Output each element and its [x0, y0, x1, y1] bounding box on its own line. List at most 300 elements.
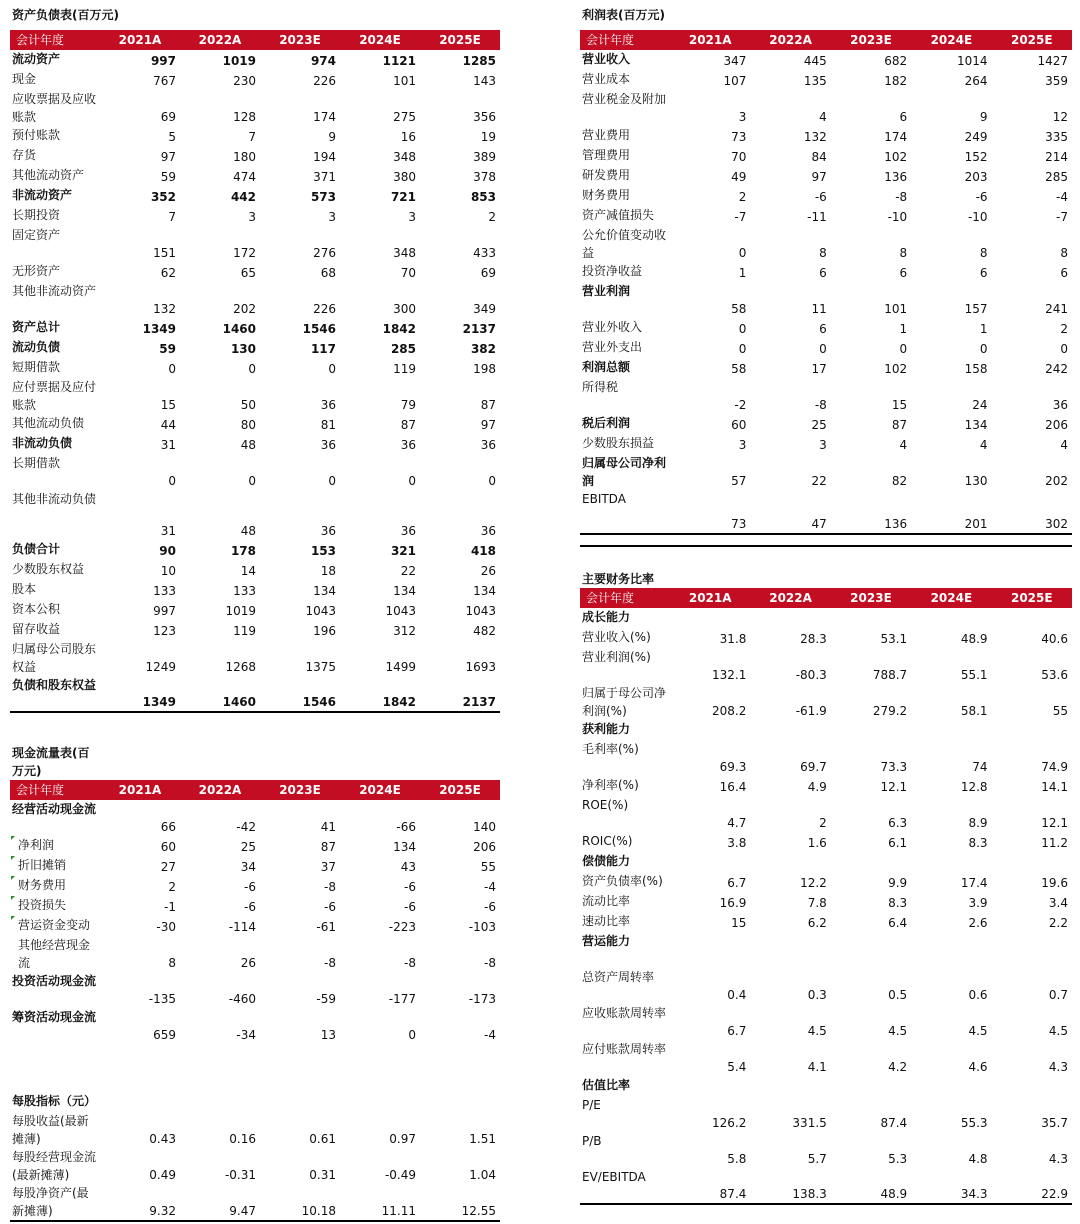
row-label — [580, 414, 670, 434]
value-cell: -66 — [396, 820, 416, 834]
row-label-text: 负债合计 — [12, 542, 61, 556]
value-cell: -2 — [734, 398, 747, 412]
value-cell: 0 — [738, 322, 747, 336]
value-cell: 66 — [160, 820, 176, 834]
value-cell: 182 — [884, 74, 908, 88]
value-cell: 36 — [320, 438, 336, 452]
value-cell: 36 — [320, 524, 336, 538]
table-row — [10, 876, 500, 896]
value-cell: 26 — [240, 956, 256, 970]
row-label — [580, 166, 670, 186]
table-row — [10, 1148, 500, 1184]
value-cell: 55.3 — [960, 1116, 988, 1130]
row-label-text: 营业外支出 — [582, 340, 643, 354]
value-cell: 80 — [240, 418, 256, 432]
value-cell: 0 — [738, 342, 747, 356]
value-cell: 44 — [160, 418, 176, 432]
value-cell: 382 — [470, 342, 496, 356]
value-cell: 97 — [811, 170, 827, 184]
row-label — [580, 318, 670, 338]
value-cell: 22 — [811, 474, 827, 488]
value-cell: -135 — [148, 992, 176, 1006]
value-cell: 133 — [153, 584, 176, 598]
value-cell: 17.4 — [960, 876, 988, 890]
ratios-title: 主要财务比率 — [582, 572, 655, 586]
row-label — [10, 146, 100, 166]
table-row — [10, 414, 500, 434]
value-cell: 57 — [731, 474, 747, 488]
value-cell: 214 — [1045, 150, 1068, 164]
value-cell: 17 — [811, 362, 827, 376]
table-row — [10, 454, 500, 490]
row-label — [580, 1132, 670, 1168]
row-label-text: 应付票据及应付账款 — [12, 380, 97, 412]
value-cell — [911, 720, 991, 740]
value-cell: 997 — [150, 54, 176, 68]
row-label — [10, 226, 100, 262]
value-cell: 4.7 — [727, 816, 747, 830]
value-cell: 48 — [240, 438, 256, 452]
value-cell: 97 — [160, 150, 176, 164]
table-row — [10, 1184, 500, 1221]
row-label — [10, 414, 100, 434]
table-row — [580, 932, 1072, 968]
header-year-cell: 2024E — [340, 30, 420, 50]
value-cell: 380 — [393, 170, 416, 184]
value-cell: 0 — [408, 1028, 416, 1042]
row-label — [580, 872, 670, 892]
table-row — [10, 282, 500, 318]
value-cell: -173 — [468, 992, 496, 1006]
value-cell: 442 — [230, 190, 256, 204]
value-cell: 359 — [1045, 74, 1068, 88]
value-cell: 130 — [964, 474, 988, 488]
value-cell: 73 — [670, 490, 750, 534]
table-row — [580, 146, 1072, 166]
table-row — [580, 126, 1072, 146]
header-year-cell: 2023E — [260, 780, 340, 800]
value-cell: 27 — [160, 860, 176, 874]
value-cell: -460 — [228, 992, 256, 1006]
row-label — [10, 50, 100, 70]
value-cell: 1842 — [340, 676, 420, 712]
value-cell: 50 — [240, 398, 256, 412]
value-cell: -223 — [388, 920, 416, 934]
row-label — [580, 628, 670, 648]
row-label-text: 应收账款周转率 — [582, 1006, 667, 1020]
value-cell: 11.11 — [340, 1184, 420, 1221]
value-cell: 6 — [899, 266, 908, 280]
value-cell: 16 — [400, 130, 416, 144]
row-label-text: 长期投资 — [12, 208, 61, 222]
value-cell: 3.4 — [1048, 896, 1068, 910]
value-cell: 0 — [168, 362, 176, 376]
value-cell: 1285 — [462, 54, 496, 68]
value-cell: -6 — [324, 900, 336, 914]
table-row — [580, 628, 1072, 648]
table-row — [10, 146, 500, 166]
row-label-text: 投资净收益 — [582, 264, 643, 278]
header-year-cell: 2024E — [340, 780, 420, 800]
row-label — [10, 1008, 100, 1044]
row-label-text: 留存收益 — [12, 622, 61, 636]
row-label-text: 投资损失 — [18, 898, 67, 912]
value-cell: 73 — [731, 130, 747, 144]
value-cell — [911, 852, 991, 872]
value-cell: -0.49 — [384, 1168, 416, 1182]
value-cell: 198 — [473, 362, 496, 376]
value-cell: -11 — [807, 210, 827, 224]
row-label-text: 归属母公司净利润 — [582, 456, 667, 488]
table-row — [10, 676, 500, 712]
value-cell: 302 — [992, 490, 1072, 534]
row-label — [10, 856, 100, 876]
value-cell: 0.3 — [807, 988, 827, 1002]
row-label — [10, 936, 100, 972]
value-cell: 1.51 — [469, 1132, 496, 1146]
header-year-cell: 2022A — [180, 30, 260, 50]
value-cell: 0 — [248, 474, 256, 488]
value-cell: 6.1 — [888, 836, 908, 850]
row-label-text: 筹资活动现金流 — [12, 1010, 97, 1024]
row-label — [10, 580, 100, 600]
value-cell: 853 — [470, 190, 496, 204]
value-cell: 16.4 — [719, 780, 747, 794]
value-cell: 172 — [233, 246, 256, 260]
value-cell: 371 — [313, 170, 336, 184]
table-row — [10, 262, 500, 282]
value-cell: 1693 — [465, 660, 496, 674]
header-year-cell: 2021A — [670, 30, 750, 50]
value-cell: 136 — [831, 490, 911, 534]
row-label — [10, 90, 100, 126]
row-label-text: 营业税金及附加 — [582, 92, 667, 106]
header-year-cell: 2024E — [911, 30, 991, 50]
value-cell: 133 — [233, 584, 256, 598]
value-cell: 226 — [313, 74, 336, 88]
value-cell: 0.61 — [309, 1132, 336, 1146]
header-year-cell: 2025E — [420, 30, 500, 50]
row-label — [10, 454, 100, 490]
value-cell: 15 — [891, 398, 908, 412]
table-row — [10, 640, 500, 676]
value-cell: 2 — [488, 210, 496, 224]
table-row — [580, 872, 1072, 892]
value-cell: 1043 — [305, 604, 336, 618]
value-cell: 15 — [731, 916, 747, 930]
value-cell: 5.3 — [888, 1152, 908, 1166]
row-label — [580, 454, 670, 490]
value-cell: 10.18 — [260, 1184, 340, 1221]
value-cell: 1 — [899, 322, 908, 336]
row-label-text: 其他流动资产 — [12, 168, 85, 182]
value-cell: 19 — [480, 130, 496, 144]
row-label-text: 其他非流动资产 — [12, 284, 97, 298]
row-label — [580, 796, 670, 832]
value-cell: 81 — [320, 418, 336, 432]
value-cell: -6 — [814, 190, 827, 204]
value-cell: 279.2 — [872, 704, 908, 718]
value-cell: 79 — [400, 398, 416, 412]
value-cell — [831, 608, 911, 628]
value-cell: 482 — [473, 624, 496, 638]
value-cell: 35.7 — [1041, 1116, 1068, 1130]
table-row — [580, 454, 1072, 490]
row-label — [580, 206, 670, 226]
value-cell: -1 — [164, 900, 176, 914]
value-cell: 2 — [1060, 322, 1068, 336]
row-label-text: 折旧摊销 — [18, 858, 67, 872]
value-cell: 0 — [488, 474, 496, 488]
row-label-text: 预付账款 — [12, 128, 61, 142]
value-cell: 3 — [408, 210, 416, 224]
value-cell: 13 — [320, 1028, 336, 1042]
value-cell: 389 — [473, 150, 496, 164]
row-label-text: 净利率(%) — [582, 778, 639, 792]
value-cell: 34 — [240, 860, 256, 874]
value-cell: 134 — [393, 840, 416, 854]
value-cell: 1349 — [142, 322, 176, 336]
value-cell: -6 — [975, 190, 988, 204]
value-cell — [831, 720, 911, 740]
value-cell: 117 — [310, 342, 336, 356]
row-label — [580, 932, 670, 968]
row-label — [580, 1076, 670, 1096]
value-cell: 5 — [168, 130, 176, 144]
value-cell — [670, 720, 750, 740]
table-row — [10, 580, 500, 600]
table-row — [10, 126, 500, 146]
value-cell: 12.55 — [420, 1184, 500, 1221]
value-cell: 6.7 — [727, 1024, 747, 1038]
value-cell: 138.3 — [750, 1168, 830, 1204]
row-label — [580, 1004, 670, 1040]
value-cell: 4.2 — [888, 1060, 908, 1074]
value-cell: 0 — [328, 474, 336, 488]
value-cell: 31 — [160, 438, 176, 452]
table-row — [580, 434, 1072, 454]
row-label — [10, 282, 100, 318]
value-cell: 101 — [393, 74, 416, 88]
table-row — [580, 338, 1072, 358]
value-cell: 6.7 — [727, 876, 747, 890]
value-cell: 178 — [230, 544, 256, 558]
row-label — [580, 740, 670, 776]
row-label — [580, 378, 670, 414]
table-row — [580, 776, 1072, 796]
value-cell: 226 — [313, 302, 336, 316]
value-cell: 203 — [964, 170, 988, 184]
value-cell: -6 — [244, 900, 256, 914]
row-label-text: 流动负债 — [12, 340, 61, 354]
row-label-text: 营业费用 — [582, 128, 631, 142]
value-cell — [831, 932, 911, 968]
value-cell: 0 — [819, 342, 827, 356]
value-cell: 87 — [891, 418, 908, 432]
row-label-text: 成长能力 — [582, 610, 631, 624]
value-cell: 12.2 — [800, 876, 827, 890]
row-label — [10, 896, 100, 916]
value-cell: 55 — [480, 860, 496, 874]
row-label-text: 现金 — [12, 72, 37, 86]
value-cell: -6 — [244, 880, 256, 894]
row-label-text: 存货 — [12, 148, 37, 162]
value-cell: 2 — [819, 816, 827, 830]
value-cell: 102 — [884, 362, 908, 376]
row-label — [10, 434, 100, 454]
table-row — [10, 560, 500, 580]
row-label — [10, 1148, 100, 1184]
value-cell: -59 — [316, 992, 336, 1006]
table-row — [580, 832, 1072, 852]
value-cell: 0.49 — [149, 1168, 176, 1182]
row-label — [580, 70, 670, 90]
row-label — [580, 90, 670, 126]
value-cell: -114 — [228, 920, 256, 934]
value-cell: 82 — [891, 474, 908, 488]
row-label — [10, 126, 100, 146]
row-label-text: 营业外收入 — [582, 320, 643, 334]
value-cell: 1043 — [385, 604, 416, 618]
value-cell: 3 — [248, 210, 256, 224]
table-row — [580, 358, 1072, 378]
value-cell: 34.3 — [911, 1168, 991, 1204]
value-cell: 8.3 — [888, 896, 908, 910]
row-label — [10, 1184, 100, 1221]
value-cell: 4 — [1060, 438, 1068, 452]
value-cell: 65 — [240, 266, 256, 280]
value-cell: 58 — [731, 362, 747, 376]
value-cell: 60 — [731, 418, 747, 432]
value-cell: -4 — [484, 880, 496, 894]
value-cell: 97 — [480, 418, 496, 432]
value-cell: 433 — [473, 246, 496, 260]
row-label-text: 偿债能力 — [582, 854, 631, 868]
row-label-text: 流动资产 — [12, 52, 61, 66]
value-cell: 101 — [884, 302, 908, 316]
value-cell — [992, 932, 1072, 968]
value-cell: 8 — [168, 956, 176, 970]
value-cell: -61.9 — [795, 704, 827, 718]
value-cell: 348 — [393, 246, 416, 260]
table-row — [580, 318, 1072, 338]
header-year-cell: 2024E — [911, 588, 991, 608]
row-label — [580, 126, 670, 146]
value-cell: 3 — [738, 110, 747, 124]
header-label-cell: 会计年度 — [10, 780, 100, 800]
row-label-text: 速动比率 — [582, 914, 631, 928]
row-label-text: 净利润 — [18, 838, 55, 852]
row-label-text: 应收票据及应收账款 — [12, 92, 97, 124]
value-cell: 1546 — [260, 676, 340, 712]
header-row — [10, 30, 500, 50]
table-row — [10, 318, 500, 338]
value-cell: 22.9 — [992, 1168, 1072, 1204]
row-label-text: 归属于母公司净利润(%) — [582, 686, 667, 718]
header-row — [580, 588, 1072, 608]
divider-rule — [580, 545, 1072, 547]
value-cell: 997 — [153, 604, 176, 618]
value-cell: 6 — [979, 266, 988, 280]
value-cell: 2 — [168, 880, 176, 894]
value-cell: 312 — [393, 624, 416, 638]
table-row — [580, 1168, 1072, 1204]
value-cell: 55 — [1052, 704, 1068, 718]
value-cell: 6 — [819, 266, 827, 280]
table-row — [580, 796, 1072, 832]
value-cell: 275 — [393, 110, 416, 124]
value-cell: 0.31 — [309, 1168, 336, 1182]
value-cell — [670, 1076, 750, 1096]
value-cell: 1460 — [180, 676, 260, 712]
value-cell: 151 — [153, 246, 176, 260]
value-cell: 2137 — [462, 322, 496, 336]
table-row — [10, 434, 500, 454]
row-label — [580, 892, 670, 912]
cash-flow-panel — [10, 744, 500, 1222]
row-label — [580, 358, 670, 378]
value-cell: 58 — [731, 302, 747, 316]
value-cell: 1 — [738, 266, 747, 280]
row-label — [10, 600, 100, 620]
value-cell: 5.4 — [727, 1060, 747, 1074]
value-cell: 14.1 — [1041, 780, 1068, 794]
table-row — [580, 608, 1072, 628]
value-cell: 4.9 — [807, 780, 827, 794]
table-row — [10, 856, 500, 876]
value-cell: 22 — [400, 564, 416, 578]
value-cell: 130 — [230, 342, 256, 356]
value-cell: 136 — [884, 170, 908, 184]
value-cell: 74.9 — [1041, 760, 1068, 774]
header-year-cell: 2021A — [670, 588, 750, 608]
value-cell: 767 — [153, 74, 176, 88]
value-cell: 264 — [964, 74, 988, 88]
value-cell: 14 — [240, 564, 256, 578]
value-cell: 55.1 — [960, 668, 988, 682]
value-cell: 123 — [153, 624, 176, 638]
row-label — [580, 608, 670, 628]
table-row — [10, 378, 500, 414]
row-label — [580, 186, 670, 206]
value-cell: 36 — [400, 438, 416, 452]
value-cell: 659 — [153, 1028, 176, 1042]
value-cell: 134 — [393, 584, 416, 598]
row-label — [10, 620, 100, 640]
value-cell: 1.04 — [469, 1168, 496, 1182]
value-cell: 1460 — [222, 322, 256, 336]
value-cell: 143 — [473, 74, 496, 88]
value-cell: 152 — [964, 150, 988, 164]
row-label — [10, 972, 100, 1008]
value-cell: 12 — [1052, 110, 1068, 124]
value-cell: 47 — [750, 490, 830, 534]
table-row — [580, 1096, 1072, 1132]
value-cell: 321 — [390, 544, 416, 558]
value-cell: 3 — [819, 438, 827, 452]
value-cell: 8 — [819, 246, 827, 260]
row-label — [580, 912, 670, 932]
row-label-text: 短期借款 — [12, 360, 61, 374]
table-row — [580, 1076, 1072, 1096]
comment-marker-icon — [11, 836, 15, 840]
table-row — [580, 1040, 1072, 1076]
value-cell: 474 — [233, 170, 256, 184]
value-cell: 36 — [480, 438, 496, 452]
row-label-text: 总资产周转率 — [582, 970, 655, 984]
value-cell: 0 — [1060, 342, 1068, 356]
cash-flow-title: 现金流量表(百万元) — [12, 746, 90, 778]
